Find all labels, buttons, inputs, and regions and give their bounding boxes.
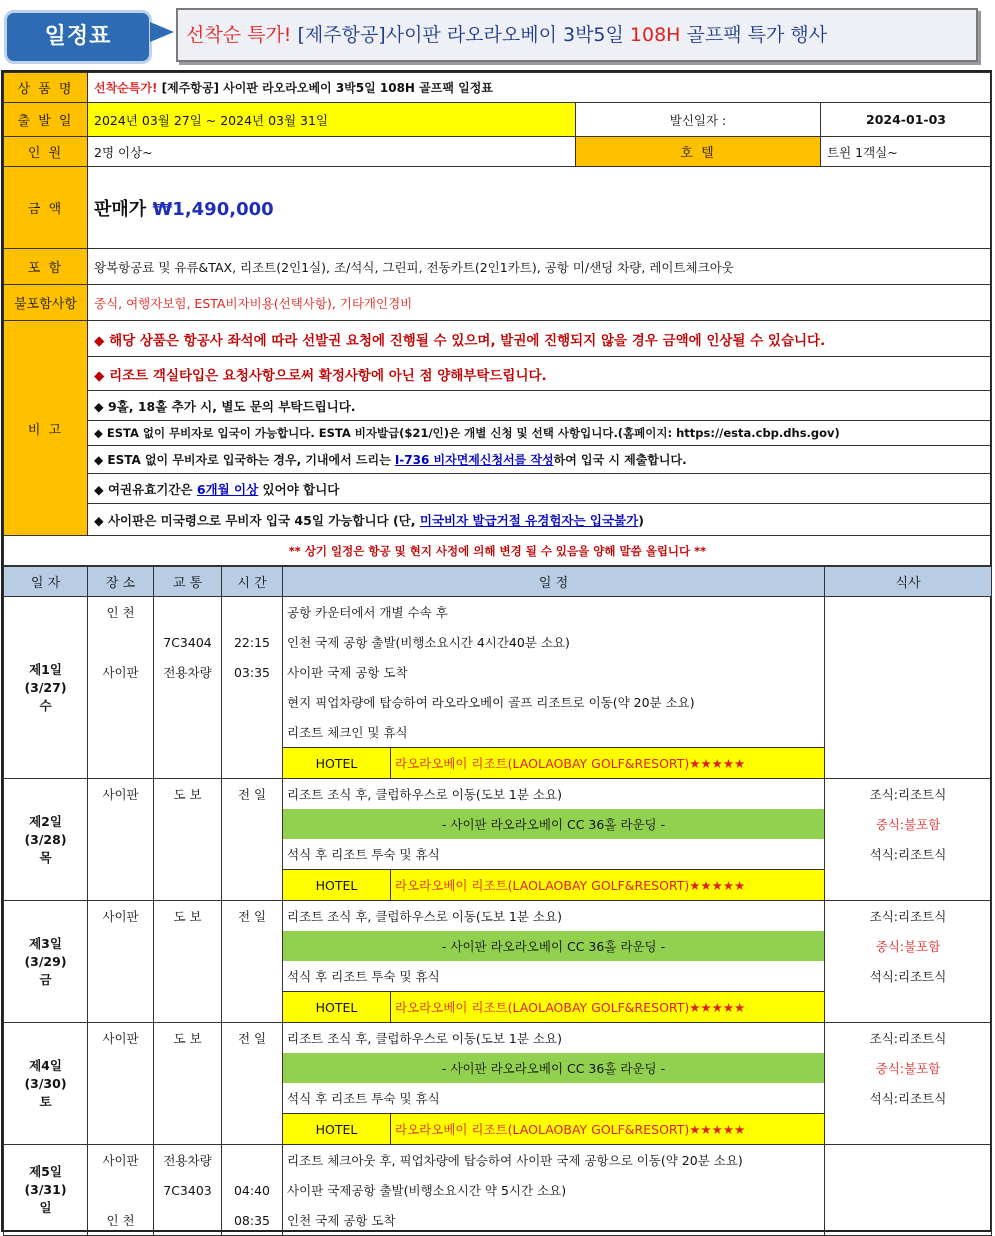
row-product — [4, 73, 992, 103]
schedule-line: 인천 국제 공항 도착 — [283, 1205, 825, 1236]
issue-value: 2024-01-03 — [821, 103, 992, 137]
place: 사이판 — [88, 1145, 154, 1176]
transport — [154, 839, 222, 870]
place — [88, 870, 154, 901]
title-holes: 108H — [629, 24, 681, 46]
place — [88, 1083, 154, 1114]
day-1-weekday: 수 — [39, 697, 52, 713]
schedule-line: 사이판 국제 공항 도착 — [287, 665, 408, 680]
header-schedule: 일 정 — [283, 567, 825, 597]
time — [222, 1083, 283, 1114]
transport — [154, 717, 222, 748]
time — [222, 597, 283, 628]
schedule-tag: 일정표 — [4, 10, 152, 64]
price-value: ₩1,490,000 — [152, 198, 274, 220]
time — [222, 1145, 283, 1176]
time — [222, 1053, 283, 1083]
time — [222, 717, 283, 748]
title-main: [제주항공]사이판 라오라오베이 3박5일 — [291, 24, 630, 46]
note-5-c: 하여 입국 시 제출합니다. — [553, 453, 687, 467]
note-5-a: ◆ ESTA 없이 무비자로 입국하는 경우, 기내에서 드리는 — [94, 453, 395, 467]
info-table — [3, 72, 992, 566]
hotel-tag: HOTEL — [283, 748, 391, 779]
place — [88, 1053, 154, 1083]
exclude-label: 불포함사항 — [4, 285, 88, 321]
time: 전 일 — [222, 779, 283, 810]
note-6 — [88, 474, 992, 504]
note-6-a: ◆ 여권유효기간은 — [94, 481, 197, 497]
place — [88, 1175, 154, 1205]
header-day: 일 자 — [4, 567, 88, 597]
schedule-line: 현지 픽업차량에 탑승하여 라오라오베이 골프 리조트로 이동(약 20분 소요) — [287, 695, 695, 710]
product-label: 상 품 명 — [4, 73, 88, 103]
day-5-label — [4, 1145, 88, 1236]
hotel-name: 라오라오베이 리조트(LAOLAOBAY GOLF&RESORT)★★★★★ — [391, 1114, 825, 1145]
include-label: 포 함 — [4, 249, 88, 285]
time — [222, 870, 283, 901]
people-value: 2명 이상~ — [88, 137, 576, 167]
price-label: 금 액 — [4, 167, 88, 249]
price — [88, 167, 992, 249]
day-5-meal — [825, 1145, 992, 1236]
transport — [154, 870, 222, 901]
title-highlight: 선착순 특가! — [186, 24, 292, 46]
product-text: [제주항공] 사이판 라오라오베이 3박5일 108H 골프팩 일정표 — [157, 81, 493, 95]
transport — [154, 961, 222, 992]
hotel-tag: HOTEL — [283, 1114, 391, 1145]
day-3-num: 제3일 — [29, 935, 62, 951]
time — [222, 809, 283, 839]
departure-value: 2024년 03월 27일 ~ 2024년 03월 31일 — [88, 103, 576, 137]
hotel-tag: HOTEL — [283, 870, 391, 901]
meal-empty — [825, 1114, 992, 1145]
day-3 — [4, 901, 992, 1023]
notes-label: 비 고 — [4, 321, 88, 536]
transport: 7C3404 — [154, 627, 222, 657]
transport: 7C3403 — [154, 1175, 222, 1205]
place — [88, 748, 154, 779]
transport: 도 보 — [154, 779, 222, 810]
note-7-a: ◆ 사이판은 미국령으로 무비자 입국 45일 가능합니다 (단, — [94, 512, 420, 528]
place — [88, 839, 154, 870]
header-time: 시 간 — [222, 567, 283, 597]
day-1-label — [4, 597, 88, 779]
place — [88, 687, 154, 717]
note-7-b: 미국비자 발급거절 유경험자는 입국불가 — [419, 512, 639, 528]
place — [88, 931, 154, 961]
header-meal: 식사 — [825, 567, 992, 597]
time: 전 일 — [222, 1023, 283, 1054]
transport — [154, 1205, 222, 1236]
title-end: 골프팩 특가 행사 — [680, 24, 828, 46]
day-2-label — [4, 779, 88, 901]
schedule-line: 석식 후 리조트 투숙 및 휴식 — [287, 969, 440, 984]
note-row-2 — [4, 357, 992, 391]
time — [222, 992, 283, 1023]
place: 사이판 — [88, 657, 154, 687]
meal-breakfast: 조식:리조트식 — [825, 779, 992, 810]
tag-arrow — [150, 22, 174, 42]
hotel-name: 라오라오베이 리조트(LAOLAOBAY GOLF&RESORT)★★★★★ — [391, 870, 825, 901]
transport — [154, 1053, 222, 1083]
meal-dinner: 석식:리조트식 — [825, 961, 992, 992]
product-name — [88, 73, 992, 103]
price-prefix: 판매가 — [94, 198, 153, 220]
day-5 — [4, 1145, 992, 1236]
time — [222, 839, 283, 870]
day-4 — [4, 1023, 992, 1145]
transport — [154, 597, 222, 628]
transport — [154, 931, 222, 961]
schedule-line: 인천 국제 공항 출발(비행소요시간 4시간40분 소요) — [287, 635, 570, 650]
day-5-weekday: 일 — [39, 1200, 52, 1215]
hotel-tag: HOTEL — [283, 992, 391, 1023]
note-row-6 — [4, 474, 992, 504]
note-2: ◆ 리조트 객실타입은 요청사항으로써 확정사항에 아닌 점 양해부탁드립니다. — [88, 357, 992, 391]
meal-dinner: 석식:리조트식 — [825, 1083, 992, 1114]
golf-round: - 사이판 라오라오베이 CC 36홀 라운딩 - — [283, 931, 825, 961]
day-3-label — [4, 901, 88, 1023]
time — [222, 1114, 283, 1145]
time: 22:15 — [222, 627, 283, 657]
day-1-num: 제1일 — [29, 661, 62, 677]
schedule-line: 리조트 체크인 및 휴식 — [287, 725, 408, 740]
note-5 — [88, 446, 992, 474]
day-1-meal — [825, 597, 992, 779]
day-1 — [4, 597, 992, 779]
note-4: ◆ ESTA 없이 무비자로 입국이 가능합니다. ESTA 비자발급($21/인)은 개별 신청 및 선택 사항입니다.(홈페이지: https://esta.cbp.dhs.gov) — [88, 421, 992, 446]
transport: 도 보 — [154, 901, 222, 932]
place — [88, 961, 154, 992]
schedule-line: 리조트 체크아웃 후, 픽업차량에 탑승하여 사이판 국제 공항으로 이동(약 20분 소요) — [283, 1145, 825, 1176]
note-row-1 — [4, 321, 992, 357]
schedule-line: 리조트 조식 후, 클럽하우스로 이동(도보 1분 소요) — [283, 901, 825, 932]
place — [88, 809, 154, 839]
product-highlight: 선착순특가! — [94, 81, 158, 95]
header-transport: 교 통 — [154, 567, 222, 597]
transport — [154, 1083, 222, 1114]
row-price — [4, 167, 992, 249]
note-row-5 — [4, 446, 992, 474]
meal-dinner: 석식:리조트식 — [825, 839, 992, 870]
note-row-7 — [4, 504, 992, 536]
place — [88, 627, 154, 657]
header-place: 장 소 — [88, 567, 154, 597]
exclude-value: 중식, 여행자보험, ESTA비자비용(선택사항), 기타개인경비 — [88, 285, 992, 321]
issue-label: 발신일자 : — [576, 103, 821, 137]
schedule-line: 석식 후 리조트 투숙 및 휴식 — [287, 847, 440, 862]
time — [222, 687, 283, 717]
schedule-line: 공항 카운터에서 개별 수속 후 — [283, 597, 825, 628]
place — [88, 1114, 154, 1145]
transport — [154, 687, 222, 717]
note-row-4 — [4, 421, 992, 446]
schedule-line: 리조트 조식 후, 클럽하우스로 이동(도보 1분 소요) — [283, 779, 825, 810]
transport: 전용차량 — [154, 657, 222, 687]
hotel-name: 라오라오베이 리조트(LAOLAOBAY GOLF&RESORT)★★★★★ — [391, 992, 825, 1023]
meal-breakfast: 조식:리조트식 — [825, 901, 992, 932]
place: 인 천 — [88, 597, 154, 628]
time — [222, 931, 283, 961]
time: 03:35 — [222, 657, 283, 687]
day-4-date: (3/30) — [24, 1075, 67, 1091]
meal-empty — [825, 870, 992, 901]
time: 전 일 — [222, 901, 283, 932]
note-7 — [88, 504, 992, 536]
day-2-weekday: 목 — [39, 849, 52, 865]
golf-round: - 사이판 라오라오베이 CC 36홀 라운딩 - — [283, 1053, 825, 1083]
day-3-date: (3/29) — [24, 953, 67, 969]
meal-lunch: 중식:불포함 — [825, 1053, 992, 1083]
place — [88, 717, 154, 748]
place — [88, 992, 154, 1023]
place: 사이판 — [88, 1023, 154, 1054]
note-6-b: 6개월 이상 — [196, 481, 259, 497]
place: 인 천 — [88, 1205, 154, 1236]
time — [222, 748, 283, 779]
day-1-date: (3/27) — [24, 679, 67, 695]
meal-breakfast: 조식:리조트식 — [825, 1023, 992, 1054]
warning-text: ** 상기 일정은 항공 및 현지 사정에 의해 변경 될 수 있음을 양해 말씀 올립니다 ** — [4, 536, 992, 566]
time: 08:35 — [222, 1205, 283, 1236]
row-departure — [4, 103, 992, 137]
place: 사이판 — [88, 779, 154, 810]
schedule-line: 사이판 국제공항 출발(비행소요시간 약 5시간 소요) — [287, 1183, 567, 1198]
day-2-date: (3/28) — [24, 831, 67, 847]
transport: 전용차량 — [154, 1145, 222, 1176]
day-4-weekday: 토 — [39, 1093, 52, 1109]
row-include — [4, 249, 992, 285]
day-2 — [4, 779, 992, 901]
warning-row — [4, 536, 992, 566]
meal-lunch: 중식:불포함 — [825, 809, 992, 839]
meal-lunch: 중식:불포함 — [825, 931, 992, 961]
hotel-value: 트윈 1객실~ — [821, 137, 992, 167]
departure-label: 출 발 일 — [4, 103, 88, 137]
hotel-name: 라오라오베이 리조트(LAOLAOBAY GOLF&RESORT)★★★★★ — [391, 748, 825, 779]
day-5-num: 제5일 — [29, 1164, 62, 1179]
note-6-c: 있어야 합니다 — [258, 481, 340, 497]
meal-empty — [825, 992, 992, 1023]
schedule-line: 석식 후 리조트 투숙 및 휴식 — [287, 1091, 440, 1106]
transport — [154, 809, 222, 839]
note-1: ◆ 해당 상품은 항공사 좌석에 따라 선발권 요청에 진행될 수 있으며, 발권에 진행되지 않을 경우 금액에 인상될 수 있습니다. — [88, 321, 992, 357]
row-exclude — [4, 285, 992, 321]
schedule-line: 리조트 조식 후, 클럽하우스로 이동(도보 1분 소요) — [283, 1023, 825, 1054]
golf-round: - 사이판 라오라오베이 CC 36홀 라운딩 - — [283, 809, 825, 839]
day-5-date: (3/31) — [24, 1182, 67, 1197]
place: 사이판 — [88, 901, 154, 932]
hotel-label: 호 텔 — [576, 137, 821, 167]
people-label: 인 원 — [4, 137, 88, 167]
note-7-c: ) — [638, 512, 644, 528]
transport — [154, 992, 222, 1023]
transport — [154, 1114, 222, 1145]
day-4-num: 제4일 — [29, 1057, 62, 1073]
transport: 도 보 — [154, 1023, 222, 1054]
transport — [154, 748, 222, 779]
include-value: 왕복항공료 및 유류&TAX, 리조트(2인1실), 조/석식, 그린피, 전동카트(2인1카트), 공항 미/샌딩 차량, 레이트체크아웃 — [88, 249, 992, 285]
itinerary-table — [3, 566, 992, 1236]
time: 04:40 — [222, 1175, 283, 1205]
day-2-num: 제2일 — [29, 813, 62, 829]
note-5-b: I-736 비자면제신청서를 작성 — [394, 453, 554, 467]
page-title — [176, 8, 978, 62]
row-people — [4, 137, 992, 167]
itinerary-header — [4, 567, 992, 597]
day-3-weekday: 금 — [39, 971, 52, 987]
note-3: ◆ 9홀, 18홀 추가 시, 별도 문의 부탁드립니다. — [88, 391, 992, 421]
time — [222, 961, 283, 992]
day-4-label — [4, 1023, 88, 1145]
note-row-3 — [4, 391, 992, 421]
